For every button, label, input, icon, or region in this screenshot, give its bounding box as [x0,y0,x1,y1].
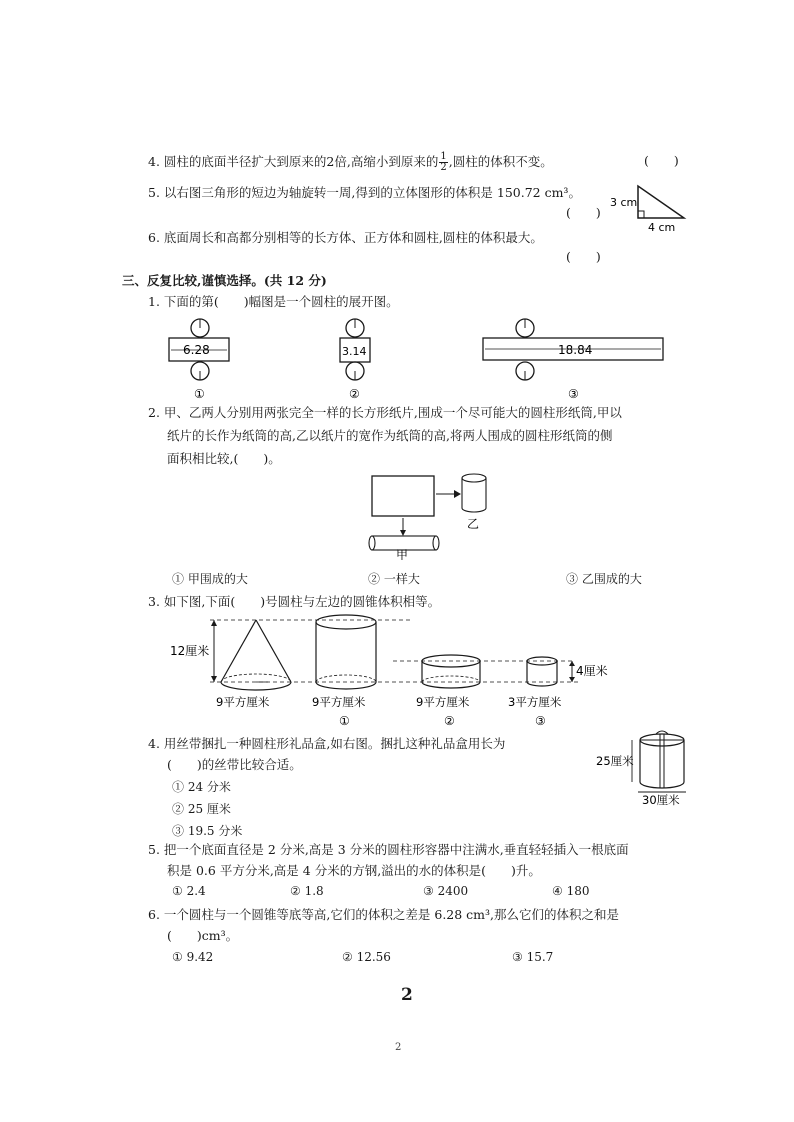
page-number-large: 2 [401,985,413,1005]
small-cylinder-height-label: 4厘米 [576,664,608,678]
judge-q4-post: ,圆柱的体积不变。 [448,154,553,169]
choice-q2-line3: 面积相比较,( )。 [167,451,281,466]
choice-q6-num: 6. [148,907,160,922]
choice-q2-text-line1: 甲、乙两人分别用两张完全一样的长方形纸片,围成一个尽可能大的圆柱形纸筒,甲以 [163,405,622,420]
fraction [439,152,447,173]
choice-q4-text-line1: 用丝带捆扎一种圆柱形礼品盒,如右图。捆扎这种礼品盒用长为 [163,736,506,751]
net-figure-1 [169,319,229,401]
judge-q4-answer-paren[interactable]: ( ) [644,153,679,168]
choice-q2-option-2[interactable]: ② 一样大 [368,572,420,586]
triangle-base-label: 4 cm [648,221,676,234]
choice-q1-text: 下面的第( )幅图是一个圆柱的展开图。 [163,294,399,309]
right-triangle-figure [608,182,690,234]
judge-q6 [148,229,543,247]
choice-q6-line1 [148,906,619,924]
choice-q5-option-2[interactable]: ② 1.8 [290,884,324,898]
choice-q6-text-line1: 一个圆柱与一个圆锥等底等高,它们的体积之差是 6.28 cm³,那么它们的体积之和是 [163,907,620,922]
net-3-mark: ③ [568,387,579,401]
choice-q2-num: 2. [148,405,160,420]
choice-q2-line1 [148,404,622,422]
choice-q4-option-1[interactable]: ① 24 分米 [172,780,231,794]
choice-q2-option-3[interactable]: ③ 乙围成的大 [566,572,642,586]
gift-box-width-label: 30厘米 [642,793,680,807]
choice-q5-line2: 积是 0.6 平方分米,高是 4 分米的方钢,溢出的水的体积是( )升。 [167,863,541,878]
net-1-length-label: 6.28 [183,343,210,357]
choice-q5-option-4[interactable]: ④ 180 [552,884,590,898]
choice-q4-option-2[interactable]: ② 25 厘米 [172,802,231,816]
choice-q5-text-line1: 把一个底面直径是 2 分米,高是 3 分米的圆柱形容器中注满水,垂直轻轻插入一根底面 [163,842,629,857]
cylinder-2-mark: ② [444,714,455,728]
cylinder-1-mark: ① [339,714,350,728]
cylinder-1-base-label: 9平方厘米 [312,695,366,709]
judge-q5-answer-paren[interactable]: ( ) [566,205,601,220]
judge-q5-num: 5. [148,185,160,200]
judge-q6-num: 6. [148,230,160,245]
net-2-mark: ② [349,387,360,401]
choice-q4-option-3[interactable]: ③ 19.5 分米 [172,824,243,838]
fraction-numerator: 1 [440,151,447,162]
gift-box-height-label: 25厘米 [596,754,634,768]
choice-q6-option-1[interactable]: ① 9.42 [172,950,214,964]
judge-q4-num: 4. [148,154,160,169]
choice-q4-num: 4. [148,736,160,751]
choice-q1-num: 1. [148,294,160,309]
net-3-length-label: 18.84 [558,343,593,357]
cylinder-3-base-label: 3平方厘米 [508,695,562,709]
triangle-side-label: 3 cm [610,196,638,209]
choice-q2-line2: 纸片的长作为纸筒的高,乙以纸片的宽作为纸筒的高,将两人围成的圆柱形纸筒的侧 [167,428,613,443]
cylinder-2-base-label: 9平方厘米 [416,695,470,709]
roll-yi-label: 乙 [467,517,480,531]
cylinder-nets-figure [150,314,690,402]
choice-q3 [148,593,440,611]
cone-base-label: 9平方厘米 [216,695,270,709]
judge-q5 [148,184,581,202]
net-figure-2 [340,319,370,401]
section-heading: 三、反复比较,谨慎选择。(共 12 分) [122,273,327,288]
net-figure-3 [483,319,663,401]
choice-q4-line2: ( )的丝带比较合适。 [167,757,302,772]
choice-q6-option-3[interactable]: ③ 15.7 [512,950,554,964]
cone [221,620,291,690]
choice-q6-option-2[interactable]: ② 12.56 [342,950,391,964]
judge-q4-pre: 圆柱的底面半径扩大到原来的2倍,高缩小到原来的 [163,154,439,169]
page-number-small: 2 [395,1042,402,1053]
fraction-denominator: 2 [440,162,447,173]
net-1-mark: ① [194,387,205,401]
choice-q3-num: 3. [148,594,160,609]
choice-q1 [148,293,399,311]
choice-q5-option-1[interactable]: ① 2.4 [172,884,206,898]
cylinder-2 [422,655,480,688]
choice-q5-line1 [148,841,629,859]
cylinder-3-mark: ③ [535,714,546,728]
paper-roll-figure [360,470,500,560]
choice-q5-option-3[interactable]: ③ 2400 [423,884,469,898]
judge-q4 [148,152,553,173]
cone-height-label: 12厘米 [170,644,210,658]
choice-q6-line2: ( )cm³。 [167,928,239,943]
judge-q5-text: 以右图三角形的短边为轴旋转一周,得到的立体图形的体积是 150.72 cm³。 [163,185,581,200]
net-2-length-label: 3.14 [342,345,367,358]
cone-cylinder-figure [168,612,628,730]
judge-q6-answer-paren[interactable]: ( ) [566,249,601,264]
choice-q3-text: 如下图,下面( )号圆柱与左边的圆锥体积相等。 [163,594,441,609]
judge-q6-text: 底面周长和高都分别相等的长方体、正方体和圆柱,圆柱的体积最大。 [163,230,543,245]
roll-jia-label: 甲 [396,548,409,560]
gift-box-figure [596,730,696,810]
choice-q4-line1 [148,735,505,753]
choice-q2-option-1[interactable]: ① 甲围成的大 [172,572,248,586]
choice-q5-num: 5. [148,842,160,857]
cylinder-1 [316,615,376,689]
